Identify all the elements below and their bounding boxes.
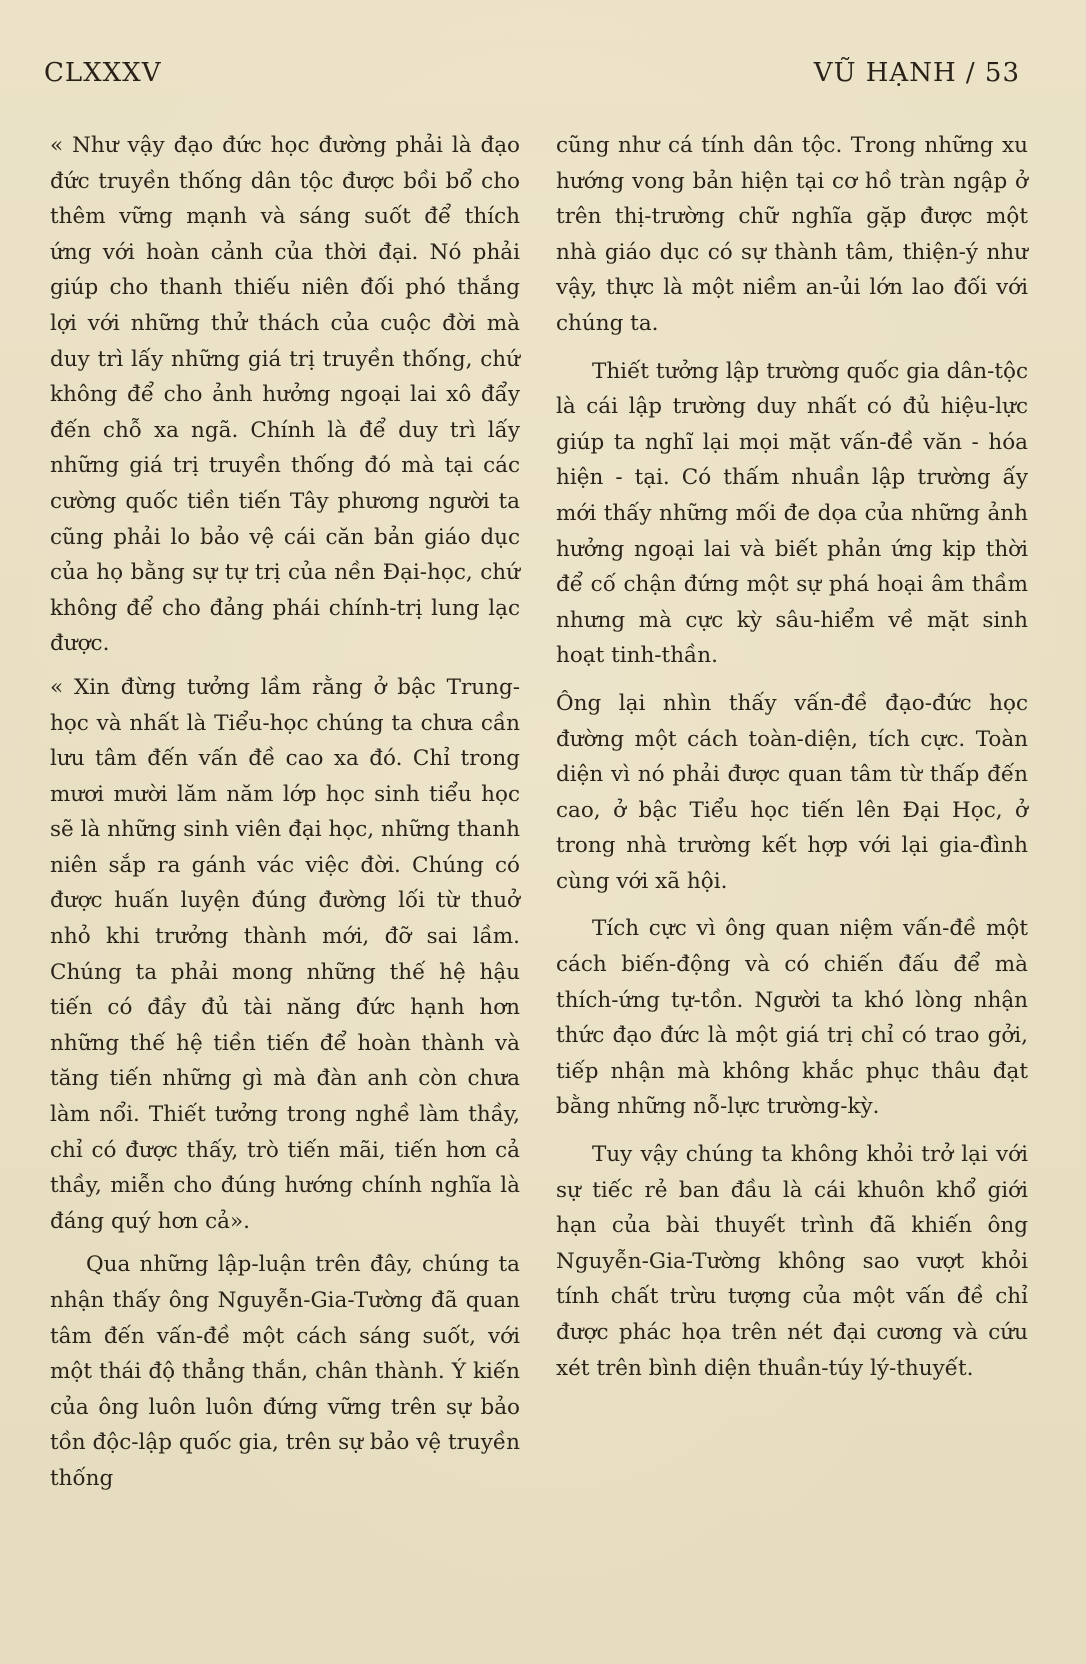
right-column	[556, 128, 1028, 1386]
left-paragraph-1: « Như vậy đạo đức học đường phải là đạo đức truyền thống dân tộc được bồi bổ cho thêm vững mạnh và sáng suốt để thích ứng với hoàn cảnh của thời đại. Nó phải giúp cho thanh thiếu niên đối phó thắng lợi với những thử thách của cuộc đời mà duy trì lấy những giá trị truyền thống, chứ không để cho ảnh hưởng ngoại lai xô đẩy đến chỗ xa ngã. Chính là để duy trì lấy những giá trị truyền thống đó mà tại các cường quốc tiền tiến Tây phương người ta cũng phải lo bảo vệ cái căn bản giáo dục của họ bằng sự tự trị của nền Đại-học, chứ không để cho đảng phái chính-trị lung lạc được.	[50, 133, 520, 657]
right-paragraph-4: Tích cực vì ông quan niệm vấn-đề một cách biến-động và có chiến đấu để mà thích-ứng tự-tồn. Người ta khó lòng nhận thức đạo đức là một giá trị chỉ có trao gởi, tiếp nhận mà không khắc phục thâu đạt bằng những nỗ-lực trường-kỳ.	[556, 916, 1028, 1120]
left-column	[50, 128, 520, 1497]
left-paragraph-3: Qua những lập-luận trên đây, chúng ta nhận thấy ông Nguyễn-Gia-Tường đã quan tâm đến vấn-đề một cách sáng suốt, với một thái độ thẳng thắn, chân thành. Ý kiến của ông luôn luôn đứng vững trên sự bảo tồn độc-lập quốc gia, trên sự bảo vệ truyền thống	[50, 1252, 520, 1491]
author-page-number: VŨ HẠNH / 53	[813, 58, 1020, 88]
right-paragraph-3: Ông lại nhìn thấy vấn-đề đạo-đức học đường một cách toàn-diện, tích cực. Toàn diện vì nó phải được quan tâm từ thấp đến cao, ở bậc Tiểu học tiến lên Đại Học, ở trong nhà trường kết hợp với lại gia-đình cùng với xã hội.	[556, 690, 1028, 894]
right-paragraph-5: Tuy vậy chúng ta không khỏi trở lại với sự tiếc rẻ ban đầu là cái khuôn khổ giới hạn của bài thuyết trình đã khiến ông Nguyễn-Gia-Tường không sao vượt khỏi tính chất trừu tượng của một vấn đề chỉ được phác họa trên nét đại cương và cứu xét trên bình diện thuần-túy lý-thuyết.	[556, 1142, 1028, 1381]
right-paragraph-1: cũng như cá tính dân tộc. Trong những xu hướng vong bản hiện tại cơ hồ tràn ngập ở trên thị-trường chữ nghĩa gặp được một nhà giáo dục có sự thành tâm, thiện-ý như vậy, thực là một niềm an-ủi lớn lao đối với chúng ta.	[556, 133, 1028, 336]
chapter-number: CLXXXV	[44, 58, 162, 88]
right-paragraph-2: Thiết tưởng lập trường quốc gia dân-tộc là cái lập trường duy nhất có đủ hiệu-lực giúp ta nghĩ lại mọi mặt vấn-đề văn - hóa hiện - tại. Có thấm nhuần lập trường ấy mới thấy những mối đe dọa của những ảnh hưởng ngoại lai và biết phản ứng kịp thời để cố chận đứng một sự phá hoại âm thầm nhưng mà cực kỳ sâu-hiểm về mặt sinh hoạt tinh-thần.	[556, 358, 1028, 669]
page-header	[44, 58, 1020, 98]
left-paragraph-2: « Xin đừng tưởng lầm rằng ở bậc Trung-học và nhất là Tiểu-học chúng ta chưa cần lưu tâm đến vấn đề cao xa đó. Chỉ trong mươi mười lăm năm lớp học sinh tiểu học sẽ là những sinh viên đại học, những thanh niên sắp ra gánh vác việc đời. Chúng có được huấn luyện đúng đường lối từ thuở nhỏ khi trưởng thành mới, đỡ sai lầm. Chúng ta phải mong những thế hệ hậu tiến có đầy đủ tài năng đức hạnh hơn những thế hệ tiền tiến để hoàn thành và tăng tiến những gì mà đàn anh còn chưa làm nổi. Thiết tưởng trong nghề làm thầy, chỉ có được thấy, trò tiến mãi, tiến hơn cả thầy, miễn cho đúng hướng chính nghĩa là đáng quý hơn cả».	[50, 674, 520, 1234]
